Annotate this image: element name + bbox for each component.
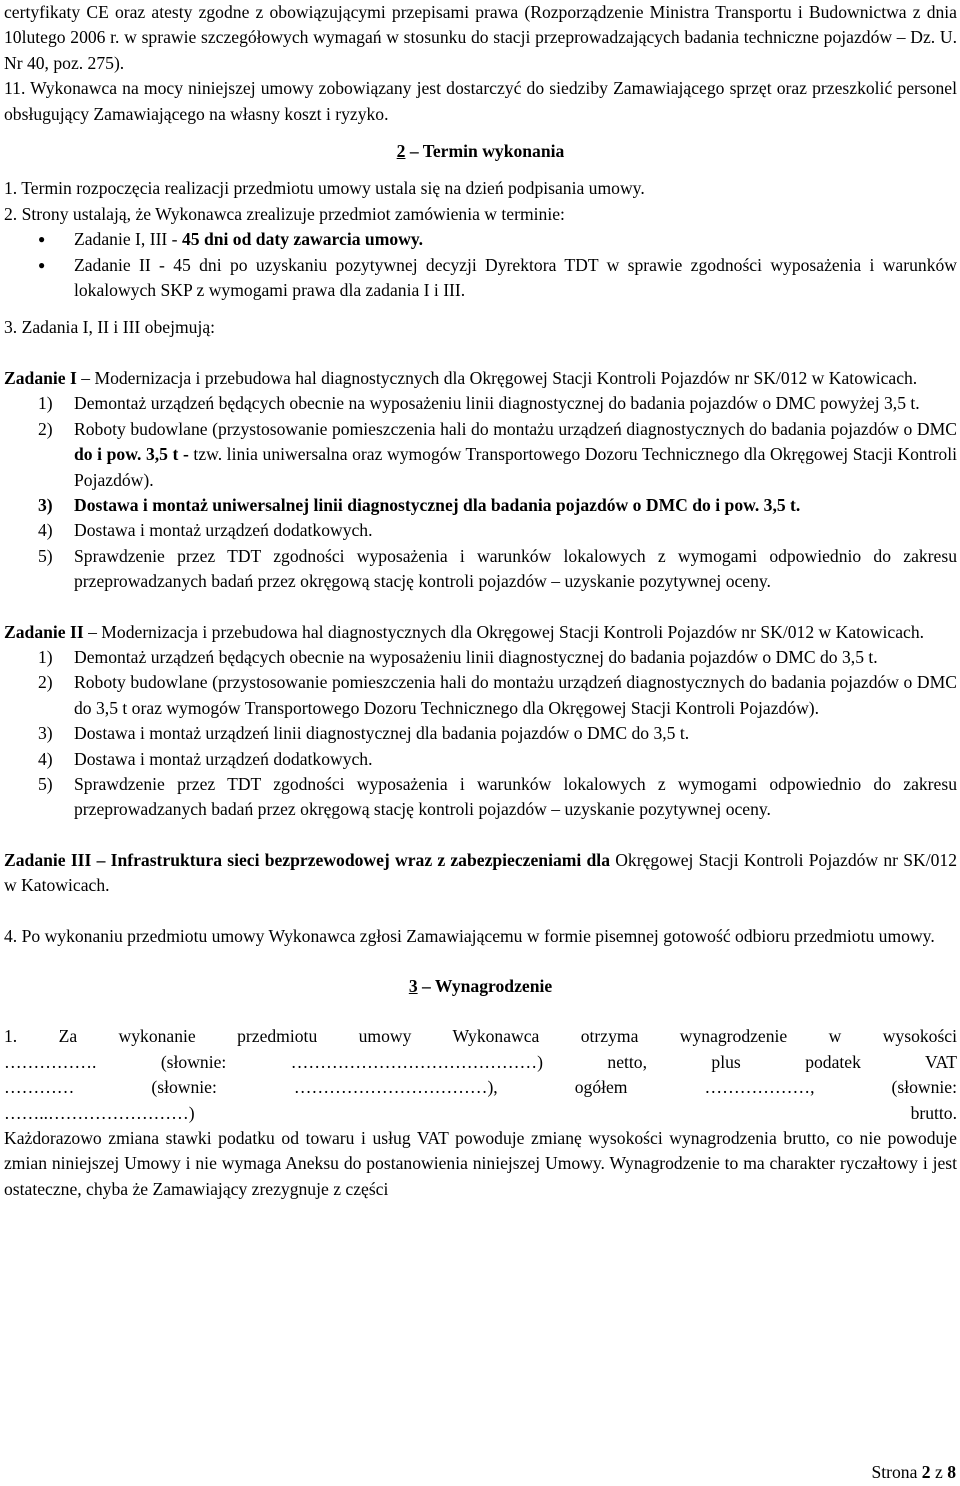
bullet-icon: ● xyxy=(38,232,46,247)
list-item: 3) Dostawa i montaż uniwersalnej linii diagnostycznej dla badania pojazdów o DMC do i pow. 3,5 t. xyxy=(38,494,801,515)
section-2-point-3: 3. Zadania I, II i III obejmują: xyxy=(4,317,216,338)
paragraph-4: 4. Po wykonaniu przedmiotu umowy Wykonawca zgłosi Zamawiającemu w formie pisemnej gotowość odbioru przedmiotu umowy. xyxy=(4,925,935,946)
section-3-heading: – Wynagrodzenie xyxy=(417,976,553,996)
list-item: 2) Roboty budowlane (przystosowanie pomieszczenia hali do montażu urządzeń diagnostycznych do badania pojazdów o DMC do 3,5 t oraz wymogów Transportowego Dozoru Technicznego dla Okręgowej Stacji Kontroli Pojazdów). xyxy=(38,672,957,718)
section-2-point-2: 2. Strony ustalają, że Wykonawca zrealizuje przedmiot zamówienia w terminie: xyxy=(4,203,565,224)
section-2-heading: – Termin wykonania xyxy=(405,141,565,162)
list-item: 1) Demontaż urządzeń będących obecnie na wyposażeniu linii diagnostycznej do badania pojazdów o DMC powyżej 3,5 t. xyxy=(38,393,920,414)
list-item: 5) Sprawdzenie przez TDT zgodności wyposażenia i warunków lokalowych z wymogami odpowiednio do zakresu przeprowadzanych badań przez okręgową stację kontroli pojazdów – uzyskanie pozytywnej oceny. xyxy=(38,773,957,820)
page-footer: Strona 2 z 8 xyxy=(871,1462,956,1482)
list-item: 3) Dostawa i montaż urządzeń linii diagnostycznej dla badania pojazdów o DMC do 3,5 t. xyxy=(38,723,690,744)
bullet-item xyxy=(4,253,957,304)
list-item: 1) Demontaż urządzeń będących obecnie na wyposażeniu linii diagnostycznej do badania pojazdów o DMC do 3,5 t. xyxy=(38,646,878,667)
list-item: 4) Dostawa i montaż urządzeń dodatkowych. xyxy=(38,748,373,769)
zadanie-2-heading: Zadanie II – Modernizacja i przebudowa hal diagnostycznych dla Okręgowej Stacji Kontroli Pojazdów nr SK/012 w Katowicach. xyxy=(4,621,925,642)
page-number: 2 xyxy=(921,1462,931,1482)
bullet-item xyxy=(4,227,957,252)
list-item: 5) Sprawdzenie przez TDT zgodności wyposażenia i warunków lokalowych z wymogami odpowiednio do zakresu przeprowadzanych badań przez okręgową stację kontroli pojazdów – uzyskanie pozytywnej oceny. xyxy=(38,545,957,592)
bullet-text: Zadanie II - 45 dni po uzyskaniu pozytywnej decyzji Dyrektora TDT w sprawie zgodności wyposażenia i warunków lokalowych SKP z wymogami prawa dla zadania I i III. xyxy=(74,254,957,301)
payment-line-2: ……………. (słownie: ……………………………………) netto, plus podatek VAT xyxy=(4,1051,957,1072)
list-item: 4) Dostawa i montaż urządzeń dodatkowych. xyxy=(38,520,373,541)
section-3-number: 3 xyxy=(408,976,418,996)
payment-paragraph: Każdorazowo zmiana stawki podatku od towaru i usług VAT powoduje zmianę wysokości wynagrodzenia brutto, co nie powoduje zmian niniejszej Umowy i nie wymaga Aneksu do postanowienia niniejszej Umowy. Wynagrodzenie to ma charakter ryczałtowy i jest ostateczne, chyba że Zamawiający zrezygnuje z części xyxy=(4,1128,957,1199)
payment-line-4: ……..……………………) brutto. xyxy=(4,1102,957,1123)
section-2-point-1: 1. Termin rozpoczęcia realizacji przedmiotu umowy ustala się na dzień podpisania umowy. xyxy=(4,178,645,199)
bullet-text-bold: 45 dni od daty zawarcia umowy. xyxy=(181,229,424,250)
paragraph-11: 11. Wykonawca na mocy niniejszej umowy zobowiązany jest dostarczyć do siedziby Zamawiającego sprzęt oraz przeszkolić personel obsługujący Zamawiającego na własny koszt i ryzyko. xyxy=(4,78,957,124)
section-2-title xyxy=(4,139,957,164)
section-3-title xyxy=(4,974,957,999)
payment-line-1: 1. Za wykonanie przedmiotu umowy Wykonawca otrzyma wynagrodzenie w wysokości xyxy=(4,1026,957,1047)
bullet-text: Zadanie I, III - xyxy=(74,229,182,250)
list-item: 2) Roboty budowlane (przystosowanie pomieszczenia hali do montażu urządzeń diagnostycznych do badania pojazdów o DMC do i pow. 3,5 t - tzw. linia uniwersalna oraz wymogów Transportowego Dozoru Technicznego dla Okręgowej Stacji Kontroli Pojazdów). xyxy=(38,418,957,490)
zadanie-1-heading: Zadanie I – Modernizacja i przebudowa hal diagnostycznych dla Okręgowej Stacji Kontroli Pojazdów nr SK/012 w Katowicach. xyxy=(4,367,918,388)
section-2-number: 2 xyxy=(396,141,406,162)
page-total: 8 xyxy=(947,1462,956,1482)
bullet-icon: ● xyxy=(38,257,46,272)
zadanie-3-heading: Zadanie III – Infrastruktura sieci bezprzewodowej wraz z zabezpieczeniami dla Okręgowej Stacji Kontroli Pojazdów nr SK/012 w Katowicach. xyxy=(4,849,957,896)
payment-line-3: ………… (słownie: ……………………………), ogółem ………………, (słownie: xyxy=(4,1077,957,1098)
intro-paragraph: certyfikaty CE oraz atesty zgodne z obowiązującymi przepisami prawa (Rozporządzenie Ministra Transportu i Budownictwa z dnia 10lutego 2006 r. w sprawie szczegółowych wymagań w stosunku do stacji przeprowadzających badania techniczne pojazdów – Dz. U. Nr 40, poz. 275). xyxy=(4,2,957,73)
